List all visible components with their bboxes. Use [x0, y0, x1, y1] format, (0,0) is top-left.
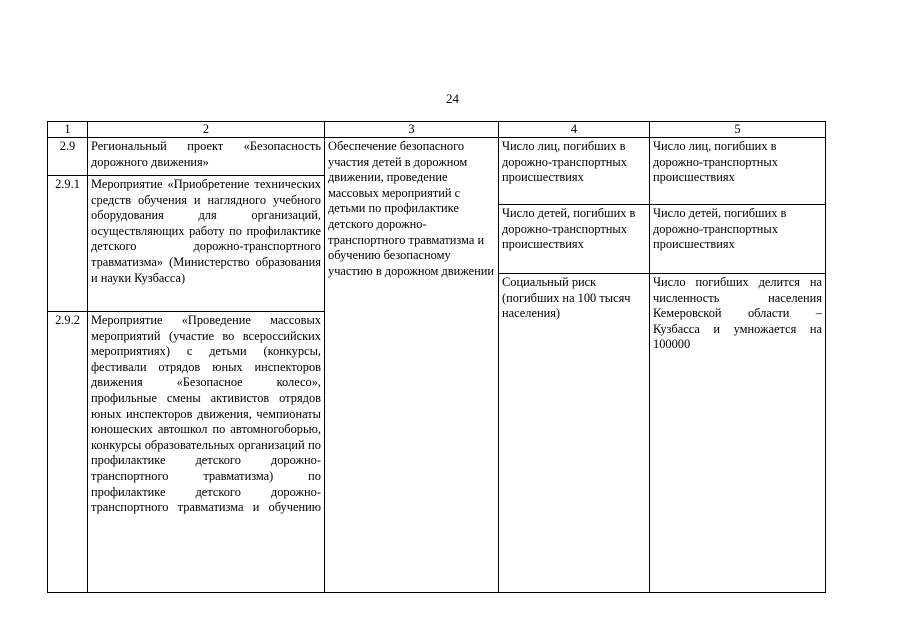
goal-cell: Обеспечение безопасного участия детей в дорожном движении, проведение массовых мероприятий с детьми по профилактике детского дорожно-транспортного травматизма и обучению безопасному участию в дорожном движении — [325, 138, 499, 593]
indicator-cell: Число детей, погибших в дорожно-транспортных происшествиях — [499, 205, 650, 274]
method-cell: Число лиц, погибших в дорожно-транспортных происшествиях — [650, 138, 826, 205]
row-number: 2.9.2 — [48, 312, 88, 593]
table-row — [48, 138, 826, 176]
program-table — [47, 121, 826, 593]
header-cell: 2 — [88, 122, 325, 138]
table-header-row — [48, 122, 826, 138]
method-cell: Число детей, погибших в дорожно-транспортных происшествиях — [650, 205, 826, 274]
page-number: 24 — [446, 91, 459, 106]
activity-name: Мероприятие «Приобретение технических средств обучения и наглядного учебного оборудования для организаций, осуществляющих работу по профилактике детского дорожно-транспортного травматизма» (Министерство образования и науки Кузбасса) — [88, 176, 325, 312]
row-number: 2.9 — [48, 138, 88, 176]
header-cell: 3 — [325, 122, 499, 138]
activity-name: Региональный проект «Безопасность дорожного движения» — [88, 138, 325, 176]
row-number: 2.9.1 — [48, 176, 88, 312]
activity-name: Мероприятие «Проведение массовых мероприятий (участие во всероссийских мероприятиях) с детьми (конкурсы, фестивали отрядов юных инспекторов движения «Безопасное колесо», профильные смены активистов отрядов юных инспекторов движения, чемпионаты юношеских автошкол по автомногоборью, конкурсы образовательных организаций по профилактике детского дорожно-транспортного травматизма) по профилактике детского дорожно-транспортного травматизма и обучению — [88, 312, 325, 593]
header-cell: 4 — [499, 122, 650, 138]
indicator-cell: Число лиц, погибших в дорожно-транспортных происшествиях — [499, 138, 650, 205]
header-cell: 5 — [650, 122, 826, 138]
header-cell: 1 — [48, 122, 88, 138]
indicator-cell: Социальный риск (погибших на 100 тысяч населения) — [499, 274, 650, 593]
method-cell: Число погибших делится на численность населения Кемеровской области – Кузбасса и умножается на 100000 — [650, 274, 826, 593]
